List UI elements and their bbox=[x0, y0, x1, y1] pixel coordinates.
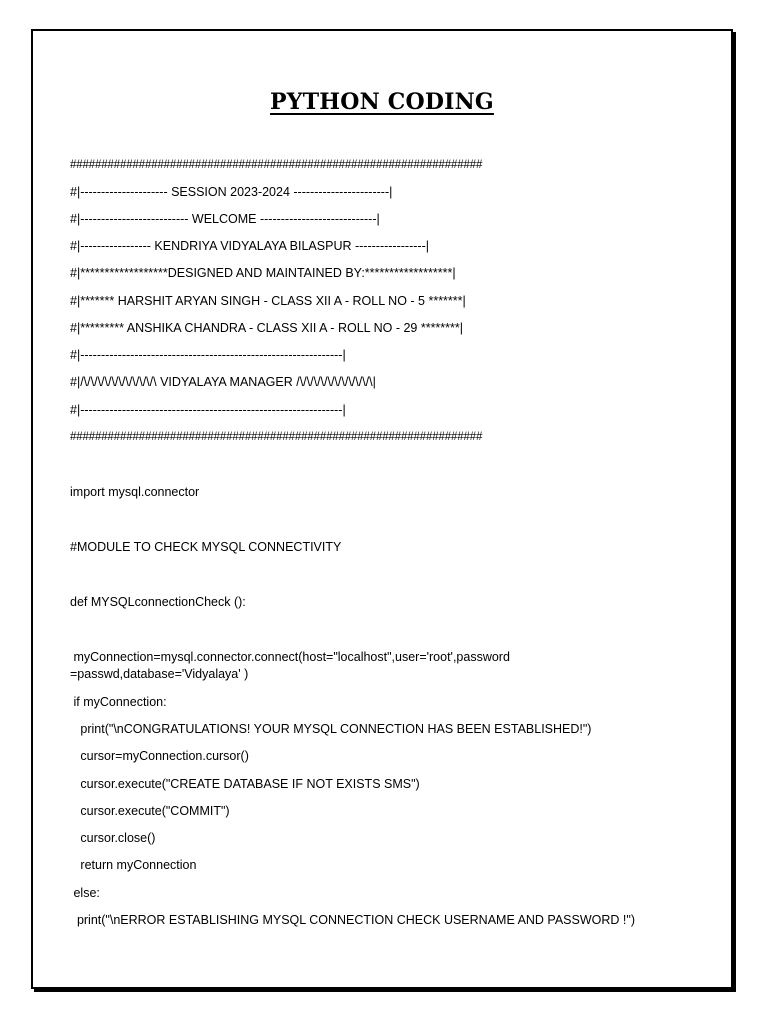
code-connect-line-1: myConnection=mysql.connector.connect(host="localhost",user='root',password bbox=[70, 650, 510, 664]
header-hash-line-bottom: ################################################################## bbox=[70, 431, 483, 443]
header-author-2-line: #|********* ANSHIKA CHANDRA - CLASS XII A - ROLL NO - 29 ********| bbox=[70, 321, 463, 335]
header-divider-line: #|---------------------------------------------------------------| bbox=[70, 403, 346, 417]
header-hash-line-top: ################################################################## bbox=[70, 159, 483, 171]
code-return-line: return myConnection bbox=[70, 858, 197, 872]
header-project-name-line: #|/\/\/\/\/\/\/\/\/\/\/\ VIDYALAYA MANAGER /\/\/\/\/\/\/\/\/\/\/\| bbox=[70, 375, 376, 389]
code-close-line: cursor.close() bbox=[70, 831, 156, 845]
code-def-line: def MYSQLconnectionCheck (): bbox=[70, 595, 246, 609]
code-module-comment: #MODULE TO CHECK MYSQL CONNECTIVITY bbox=[70, 540, 342, 554]
header-divider-line: #|---------------------------------------------------------------| bbox=[70, 348, 346, 362]
code-print-error: print("\nERROR ESTABLISHING MYSQL CONNECTION CHECK USERNAME AND PASSWORD !") bbox=[70, 913, 635, 927]
code-cursor-line: cursor=myConnection.cursor() bbox=[70, 749, 249, 763]
code-execute-commit: cursor.execute("COMMIT") bbox=[70, 804, 230, 818]
header-school-line: #|----------------- KENDRIYA VIDYALAYA BILASPUR -----------------| bbox=[70, 239, 429, 253]
header-designed-by-line: #|******************DESIGNED AND MAINTAINED BY:******************| bbox=[70, 266, 456, 280]
page-title: PYTHON CODING bbox=[270, 89, 494, 115]
code-if-line: if myConnection: bbox=[70, 695, 167, 709]
header-author-1-line: #|******* HARSHIT ARYAN SINGH - CLASS XII A - ROLL NO - 5 *******| bbox=[70, 294, 466, 308]
document-page bbox=[31, 29, 733, 989]
code-print-success: print("\nCONGRATULATIONS! YOUR MYSQL CONNECTION HAS BEEN ESTABLISHED!") bbox=[70, 722, 592, 736]
header-welcome-line: #|-------------------------- WELCOME ----------------------------| bbox=[70, 212, 380, 226]
code-execute-create: cursor.execute("CREATE DATABASE IF NOT EXISTS SMS") bbox=[70, 777, 420, 791]
header-session-line: #|--------------------- SESSION 2023-2024 -----------------------| bbox=[70, 185, 393, 199]
code-import-line: import mysql.connector bbox=[70, 485, 200, 499]
code-else-line: else: bbox=[70, 886, 100, 900]
code-connect-line-2: =passwd,database='Vidyalaya' ) bbox=[70, 667, 249, 681]
